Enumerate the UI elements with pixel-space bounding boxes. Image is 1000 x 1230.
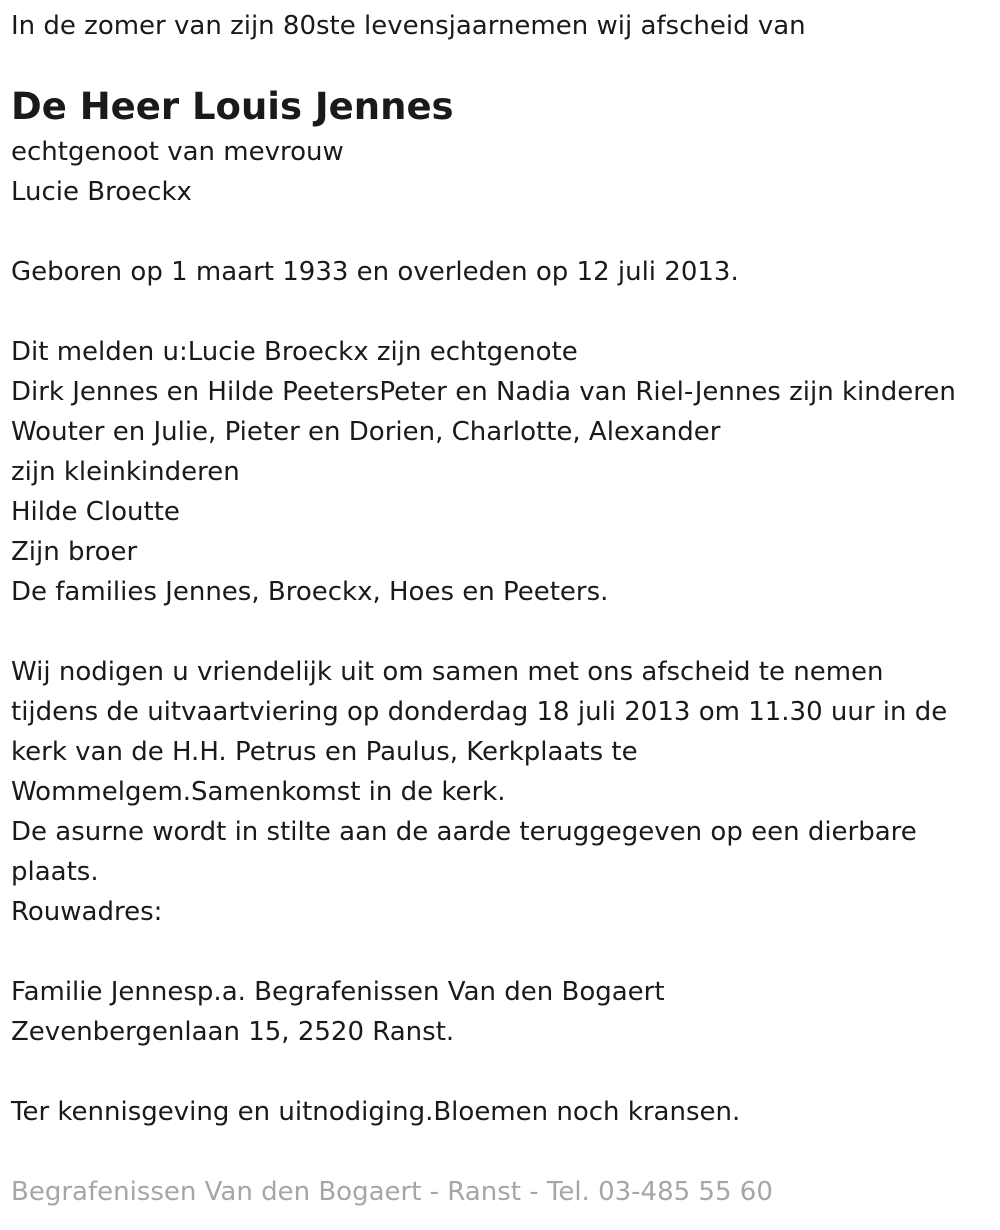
birth-death-dates: Geboren op 1 maart 1933 en overleden op 12 juli 2013. [11,257,739,287]
intro-text: In de zomer van zijn 80ste levensjaarnemen wij afscheid van [11,11,806,41]
invitation-line: kerk van de H.H. Petrus en Paulus, Kerkplaats te [11,737,638,767]
family-line: zijn kleinkinderen [11,457,240,487]
invitation-line: tijdens de uitvaartviering op donderdag 18 juli 2013 om 11.30 uur in de [11,697,948,727]
family-line: Zijn broer [11,537,138,567]
spacer [11,292,1000,332]
address-line: Zevenbergenlaan 15, 2520 Ranst. [11,1017,455,1047]
invitation-line: Wij nodigen u vriendelijk uit om samen met ons afscheid te nemen [11,657,884,687]
spouse-line-2: Lucie Broeckx [11,177,192,207]
spacer [11,212,1000,252]
spouse-line-1: echtgenoot van mevrouw [11,137,344,167]
family-line: Dit melden u:Lucie Broeckx zijn echtgenote [11,337,578,367]
spacer [11,1052,1000,1092]
address-section [11,972,1000,1052]
address-line: Familie Jennesp.a. Begrafenissen Van den Bogaert [11,977,665,1007]
invitation-line: Rouwadres: [11,897,163,927]
invitation-section [11,652,1000,932]
family-line: Hilde Cloutte [11,497,180,527]
invitation-line: De asurne wordt in stilte aan de aarde teruggegeven op een dierbare [11,817,917,847]
spacer [11,932,1000,972]
footer-funeral-home: Begrafenissen Van den Bogaert - Ranst - Tel. 03-485 55 60 [11,1177,773,1207]
family-section [11,332,1000,612]
invitation-line: plaats. [11,857,99,887]
deceased-name: De Heer Louis Jennes [11,85,454,128]
family-line: Wouter en Julie, Pieter en Dorien, Charlotte, Alexander [11,417,721,447]
family-line: De families Jennes, Broeckx, Hoes en Peeters. [11,577,609,607]
notice-text: Ter kennisgeving en uitnodiging.Bloemen noch kransen. [11,1097,741,1127]
spacer [11,1132,1000,1172]
spacer [11,612,1000,652]
invitation-line: Wommelgem.Samenkomst in de kerk. [11,777,506,807]
family-line: Dirk Jennes en Hilde PeetersPeter en Nadia van Riel-Jennes zijn kinderen [11,377,956,407]
